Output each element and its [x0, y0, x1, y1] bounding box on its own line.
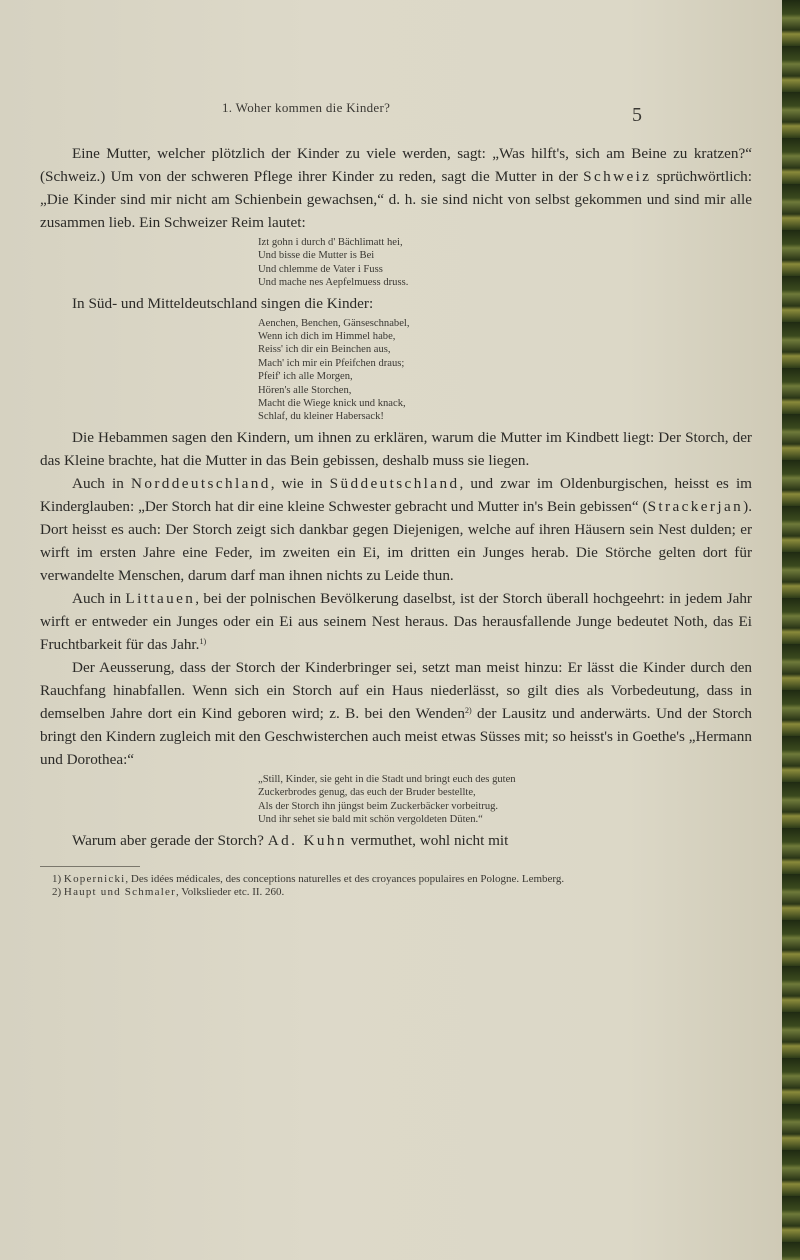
verse-line: Schlaf, du kleiner Habersack!: [258, 411, 384, 423]
verse-line: Und ihr sehet sie bald mit schön vergoldeten Düten.“: [258, 814, 483, 826]
book-edge: [782, 0, 800, 1260]
running-title: 1. Woher kommen die Kinder?: [222, 100, 391, 115]
verse-line: Zuckerbrodes genug, das euch der Bruder bestellte,: [258, 787, 476, 799]
page-number: 5: [632, 104, 642, 126]
footnote-ref[interactable]: 2): [464, 705, 472, 715]
verse-line: Pfeif' ich alle Morgen,: [258, 371, 353, 383]
verse-line: Reiss' ich dir ein Beinchen aus,: [258, 344, 391, 356]
spaced-emphasis: Strackerjan: [647, 497, 744, 515]
spaced-emphasis: Schweiz: [583, 168, 652, 185]
spaced-emphasis: Littauen: [125, 589, 196, 607]
verse-line: Aenchen, Benchen, Gänseschnabel,: [258, 317, 410, 329]
verse-block: [258, 236, 752, 290]
verse-block: [258, 773, 752, 827]
paragraph: Auch in Littauen, bei der polnischen Bevölkerung daselbst, ist der Storch überall hochgeehrt: in jedem Jahr wirft er entweder ein Junges oder ein Ei aus seinem Nest heraus. Das herausfallende Junge bedeutet Noth, das Ei Fruchtbarkeit für das Jahr.$^{1)}$: [40, 589, 752, 653]
spaced-emphasis: Süddeutschland: [329, 474, 460, 492]
paragraph: Die Hebammen sagen den Kindern, um ihnen zu erklären, warum die Mutter im Kindbett liegt: Der Storch, der das Kleine brachte, hat die Mutter in das Bein gebissen, deshalb muss sie liegen.: [40, 428, 752, 469]
verse-line: Izt gohn i durch d' Bächlimatt hei,: [258, 237, 403, 248]
paragraph: Warum aber gerade der Storch? Ad. Kuhn vermuthet, wohl nicht mit: [72, 831, 509, 849]
verse-block: [258, 317, 752, 424]
verse-line: Und chlemme de Vater i Fuss: [258, 263, 383, 275]
footnote-divider: [40, 866, 140, 867]
verse-line: „Still, Kinder, sie geht in die Stadt und bringt euch des guten: [258, 773, 516, 785]
spaced-emphasis: Ad. Kuhn: [267, 831, 347, 849]
verse-line: Und bisse die Mutter is Bei: [258, 250, 375, 262]
footnote: 2) Haupt und Schmaler, Volkslieder etc. II. 260.: [52, 886, 285, 898]
verse-line: Wenn ich dich im Himmel habe,: [258, 331, 396, 343]
verse-line: Als der Storch ihn jüngst beim Zuckerbäcker vorbeitrug.: [258, 800, 499, 812]
paragraph: Auch in Norddeutschland, wie in Süddeutschland, und zwar im Oldenburgischen, heisst es im Kinderglauben: „Der Storch hat dir eine kleine Schwester gebracht und Mutter in's Bein gebissen“ (Strackerjan). Dort heisst es auch: Der Storch zeigt sich dankbar gegen Diejenigen, welche auf ihren Häusern sein Nest dulden; er wirft im ersten Jahre eine Feder, im zweiten ein Ei, im dritten ein Junges herab. Die Störche gelten dort für verwandelte Menschen, darum darf man ihnen nichts zu Leide thun.: [40, 474, 752, 584]
footnote: 1) Kopernicki, Des idées médicales, des conceptions naturelles et des croyances populaires en Pologne. Lemberg.: [52, 872, 565, 885]
body-text: [40, 142, 752, 900]
spaced-emphasis: Norddeutschland: [130, 474, 271, 492]
verse-line: Hören's alle Storchen,: [258, 384, 352, 396]
paragraph: Der Aeusserung, dass der Storch der Kinderbringer sei, setzt man meist hinzu: Er lässt die Kinder durch den Rauchfang hinabfallen. Wenn sich ein Storch auf ein Haus niederlässt, so gilt dies als Vorbedeutung, dass in demselben Jahre dort ein Kind geboren wird; z. B. bei den Wenden$^{2)}$ der Lausitz und anderwärts. Und der Storch bringt den Kindern zugleich mit den Geschwisterchen auch meist etwas Süsses mit; so heisst's in Goethe's „Hermann und Dorothea:“: [40, 658, 752, 768]
verse-line: Und mache nes Aepfelmuess druss.: [258, 277, 409, 289]
verse-line: Mach' ich mir ein Pfeifchen draus;: [258, 357, 405, 369]
paragraph: In Süd- und Mitteldeutschland singen die Kinder:: [72, 294, 374, 312]
verse-line: Macht die Wiege knick und knack,: [258, 398, 406, 410]
footnote-ref[interactable]: 1): [199, 636, 207, 646]
paragraph: Eine Mutter, welcher plötzlich der Kinder zu viele werden, sagt: „Was hilft's, sich am Beine zu kratzen?“ (Schweiz.) Um von der schweren Pflege ihrer Kinder zu reden, sagt die Mutter in der Schweiz sprüchwörtlich: „Die Kinder sind mir nicht am Schienbein gewachsen,“ d. h. sie sind nicht von selbst gekommen und sind mir alle zusammen lieb. Ein Schweizer Reim lautet:: [40, 145, 752, 231]
